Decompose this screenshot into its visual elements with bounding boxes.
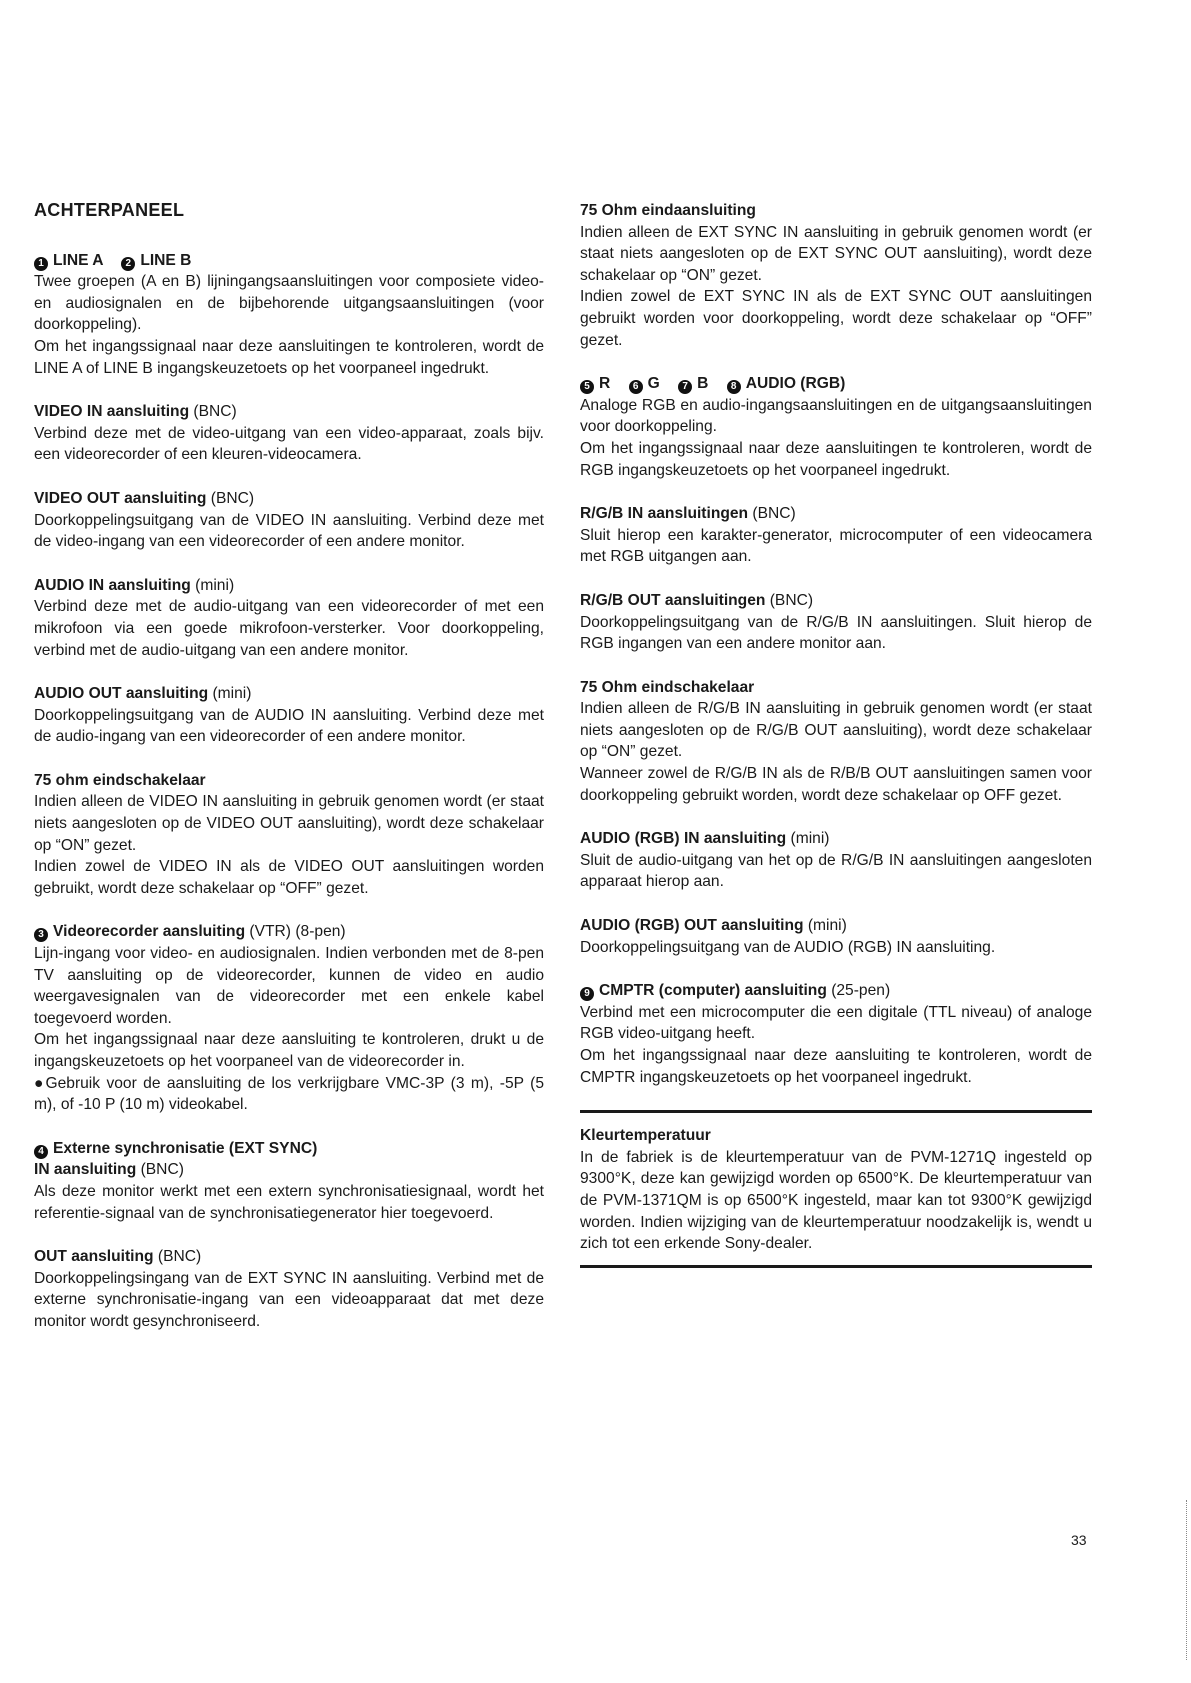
- audio-out-suffix: (mini): [208, 685, 252, 703]
- video-out-title: VIDEO OUT aansluiting: [34, 489, 207, 507]
- section-title: ACHTERPANEEL: [34, 200, 185, 220]
- video-out-suffix: (BNC): [206, 489, 255, 507]
- g-label: G: [647, 375, 660, 393]
- r-label: R: [599, 375, 611, 393]
- ohm75-paragraph-1: Indien alleen de VIDEO IN aansluiting in gebruik genomen wordt (er staat niets aangesloten op de VIDEO OUT aansluiting), wordt deze schakelaar op “ON” gezet.: [34, 793, 544, 854]
- audio-in-heading: [34, 575, 544, 597]
- rgb-in-title: R/G/B IN aansluitingen: [580, 505, 749, 523]
- cmptr-paragraph-2: Om het ingangssignaal naar deze aansluiting te kontroleren, wordt de CMPTR ingangskeuzetoets op het voorpaneel ingedrukt.: [580, 1047, 1092, 1086]
- audio-in-title: AUDIO IN aansluiting: [34, 576, 191, 594]
- section-line: [34, 250, 544, 380]
- vtr-bullet: [34, 1073, 544, 1116]
- number-5-icon: 5: [580, 380, 594, 394]
- section-ext-sync: [34, 1138, 544, 1224]
- vtr-suffix: (VTR) (8-pen): [245, 923, 346, 941]
- section-video-out: [34, 488, 544, 553]
- ohm75-end-heading: 75 Ohm eindaansluiting: [580, 202, 756, 219]
- vtr-paragraph-1: Lijn-ingang voor video- en audiosignalen. Indien verbonden met de 8-pen TV aansluiting op de videorecorder, kunnen de video en audio weergavesignalen van de videorecorder met een enkele kabel toegevoerd worden.: [34, 945, 544, 1027]
- section-audio-rgb-in: [580, 828, 1092, 893]
- rgb-heading: [580, 373, 1092, 395]
- kleur-text: In de fabriek is de kleurtemperatuur van de PVM-1271Q ingesteld op 9300°K, deze kan gewijzigd worden op 6500°K. De kleurtemperatuur van de PVM-1371QM is op 6500°K ingesteld, maar kan tot 9300°K gewijzigd worden. Indien wijziging van de kleurtemperatuur noodzakelijk is, wendt u zich tot een erkende Sony-dealer.: [580, 1148, 1092, 1253]
- section-audio-out: [34, 683, 544, 748]
- line-b-label: LINE B: [140, 251, 192, 269]
- audio-out-text: Doorkoppelingsuitgang van de AUDIO IN aansluiting. Verbind deze met de audio-ingang van een videorecorder of een andere monitor.: [34, 706, 544, 746]
- number-2-icon: 2: [121, 257, 135, 271]
- page-number: 33: [1071, 1532, 1087, 1548]
- rgb-in-heading: [580, 503, 1092, 525]
- color-temperature-box: [580, 1110, 1092, 1268]
- out-heading: [34, 1246, 544, 1268]
- section-75-ohm-switch-video: [34, 770, 544, 900]
- cmptr-heading: [580, 980, 1092, 1002]
- ext-sync-subheading: [34, 1159, 544, 1181]
- audio-out-title: AUDIO OUT aansluiting: [34, 685, 209, 703]
- out-title: OUT aansluiting: [34, 1248, 154, 1266]
- left-column: [34, 200, 544, 1355]
- rgb-out-suffix: (BNC): [765, 591, 814, 609]
- vtr-heading: [34, 921, 544, 943]
- video-in-title: VIDEO IN aansluiting: [34, 403, 190, 421]
- audio-rgb-out-title: AUDIO (RGB) OUT aansluiting: [580, 917, 804, 935]
- audio-rgb-out-text: Doorkoppelingsuitgang van de AUDIO (RGB) IN aansluiting.: [580, 938, 996, 956]
- ohm75-switch-heading: 75 Ohm eindschakelaar: [580, 678, 755, 696]
- section-cmptr: [580, 980, 1092, 1088]
- ext-sync-heading: [34, 1138, 544, 1160]
- ext-sync-text: Als deze monitor werkt met een extern synchronisatiesignaal, wordt het referentie-signaal van de synchronisatiegenerator hier toegevoerd.: [34, 1182, 544, 1222]
- audio-rgb-out-suffix: (mini): [803, 917, 847, 935]
- ohm75-switch-paragraph-1: Indien alleen de R/G/B IN aansluiting in gebruik genomen wordt (er staat niets aangesloten op de R/G/B OUT aansluiting), wordt deze schakelaar op “ON” gezet.: [580, 700, 1092, 761]
- video-out-heading: [34, 488, 544, 510]
- section-vtr: [34, 921, 544, 1115]
- ohm75-end-paragraph-1: Indien alleen de EXT SYNC IN aansluiting in gebruik genomen wordt (er staat niets aangesloten op de EXT SYNC OUT aansluiting), wordt deze schakelaar op “ON” gezet.: [580, 223, 1092, 284]
- line-heading: [34, 250, 544, 272]
- cmptr-title: CMPTR (computer) aansluiting: [599, 982, 827, 1000]
- audio-rgb-in-suffix: (mini): [786, 830, 830, 848]
- section-rgb-in: [580, 503, 1092, 568]
- ext-sync-sub-title: IN aansluiting: [34, 1161, 137, 1179]
- out-suffix: (BNC): [153, 1248, 202, 1266]
- video-in-suffix: (BNC): [189, 403, 237, 421]
- audio-in-text: Verbind deze met de audio-uitgang van een videorecorder of met een mikrofoon via een goede mikrofoon-versterker. Voor doorkoppeling, verbind met de audio-uitgang van een andere monitor.: [34, 598, 544, 659]
- audio-in-suffix: (mini): [190, 576, 235, 594]
- number-1-icon: 1: [34, 257, 48, 271]
- number-3-icon: 3: [34, 928, 48, 942]
- section-75-ohm-end: [580, 200, 1092, 351]
- b-label: B: [697, 375, 709, 393]
- audio-rgb-in-title: AUDIO (RGB) IN aansluiting: [580, 830, 787, 848]
- number-4-icon: 4: [34, 1145, 48, 1159]
- bullet-icon: ●: [34, 1074, 46, 1092]
- line-paragraph-2: Om het ingangssignaal naar deze aansluitingen te kontroleren, wordt de LINE A of LINE B ingangskeuzetoets op het voorpaneel ingedrukt.: [34, 337, 544, 377]
- section-rgb: [580, 373, 1092, 481]
- line-paragraph-1: Twee groepen (A en B) lijningangsaansluitingen voor composiete video- en audiosignalen en de bijbehorende uitgangsaansluitingen (voor doorkoppeling).: [34, 273, 544, 334]
- ohm75-end-paragraph-2: Indien zowel de EXT SYNC IN als de EXT SYNC OUT aansluitingen gebruikt worden voor doorkoppeling, wordt deze schakelaar op “OFF” gezet.: [580, 288, 1092, 349]
- vtr-title: Videorecorder aansluiting: [53, 923, 246, 941]
- audio-rgb-in-text: Sluit de audio-uitgang van het op de R/G/B IN aansluitingen aangesloten apparaat hierop aan.: [580, 851, 1092, 891]
- ext-sync-sub-suffix: (BNC): [136, 1161, 184, 1179]
- kleur-heading: Kleurtemperatuur: [580, 1127, 711, 1145]
- audio-rgb-out-heading: [580, 915, 1092, 937]
- section-75-ohm-switch-rgb: [580, 677, 1092, 807]
- section-video-in: [34, 401, 544, 466]
- ohm75-heading: 75 ohm eindschakelaar: [34, 771, 206, 789]
- vtr-paragraph-2: Om het ingangssignaal naar deze aansluiting te kontroleren, drukt u de ingangskeuzetoets op het voorpaneel van de videorecorder in.: [34, 1031, 544, 1070]
- video-in-heading: [34, 401, 544, 423]
- section-rgb-out: [580, 590, 1092, 655]
- video-in-text: Verbind deze met de video-uitgang van een video-apparaat, zoals bijv. een videorecorder of een kleuren-videocamera.: [34, 424, 544, 464]
- number-7-icon: 7: [678, 380, 692, 394]
- rgb-in-suffix: (BNC): [748, 505, 796, 523]
- rgb-paragraph-2: Om het ingangssignaal naar deze aansluitingen te kontroleren, wordt de RGB ingangskeuzetoets op het voorpaneel ingedrukt.: [580, 439, 1092, 479]
- out-text: Doorkoppelingsingang van de EXT SYNC IN aansluiting. Verbind met de externe synchronisatie-ingang van een videoapparaat dat met deze monitor wordt gesynchroniseerd.: [34, 1269, 544, 1330]
- number-8-icon: 8: [727, 380, 741, 394]
- audio-rgb-label: AUDIO (RGB): [745, 375, 846, 393]
- cmptr-suffix: (25-pen): [826, 982, 891, 1000]
- rgb-paragraph-1: Analoge RGB en audio-ingangsaansluitingen en de uitgangsaansluitingen voor doorkoppeling.: [580, 396, 1092, 436]
- ohm75-switch-paragraph-2: Wanneer zowel de R/G/B IN als de R/B/B OUT aansluitingen samen voor doorkoppeling gebruikt worden, wordt deze schakelaar op OFF gezet.: [580, 765, 1092, 804]
- rgb-in-text: Sluit hierop een karakter-generator, microcomputer of een videocamera met RGB uitgangen aan.: [580, 526, 1092, 566]
- section-audio-in: [34, 575, 544, 661]
- rgb-out-heading: [580, 590, 1092, 612]
- rgb-out-text: Doorkoppelingsuitgang van de R/G/B IN aansluitingen. Sluit hierop de RGB ingangen van een andere monitor aan.: [580, 613, 1092, 653]
- number-9-icon: 9: [580, 987, 594, 1001]
- video-out-text: Doorkoppelingsuitgang van de VIDEO IN aansluiting. Verbind deze met de video-ingang van een videorecorder of een andere monitor.: [34, 511, 544, 551]
- cmptr-paragraph-1: Verbind met een microcomputer die een digitale (TTL niveau) of analoge RGB video-uitgang heeft.: [580, 1003, 1092, 1043]
- rgb-out-title: R/G/B OUT aansluitingen: [580, 591, 766, 609]
- line-a-label: LINE A: [53, 251, 103, 269]
- section-out: [34, 1246, 544, 1332]
- audio-out-heading: [34, 683, 544, 705]
- ext-sync-title: Externe synchronisatie (EXT SYNC): [53, 1139, 318, 1157]
- vtr-bullet-text: Gebruik voor de aansluiting de los verkrijgbare VMC-3P (3 m), -5P (5 m), of -10 P (10 m) videokabel.: [34, 1074, 545, 1114]
- ohm75-paragraph-2: Indien zowel de VIDEO IN als de VIDEO OUT aansluitingen worden gebruikt, wordt deze schakelaar op “OFF” gezet.: [34, 858, 544, 897]
- number-6-icon: 6: [629, 380, 643, 394]
- right-column: [580, 200, 1092, 1268]
- audio-rgb-in-heading: [580, 828, 1092, 850]
- section-audio-rgb-out: [580, 915, 1092, 958]
- page-edge-divider: [1186, 1500, 1188, 1660]
